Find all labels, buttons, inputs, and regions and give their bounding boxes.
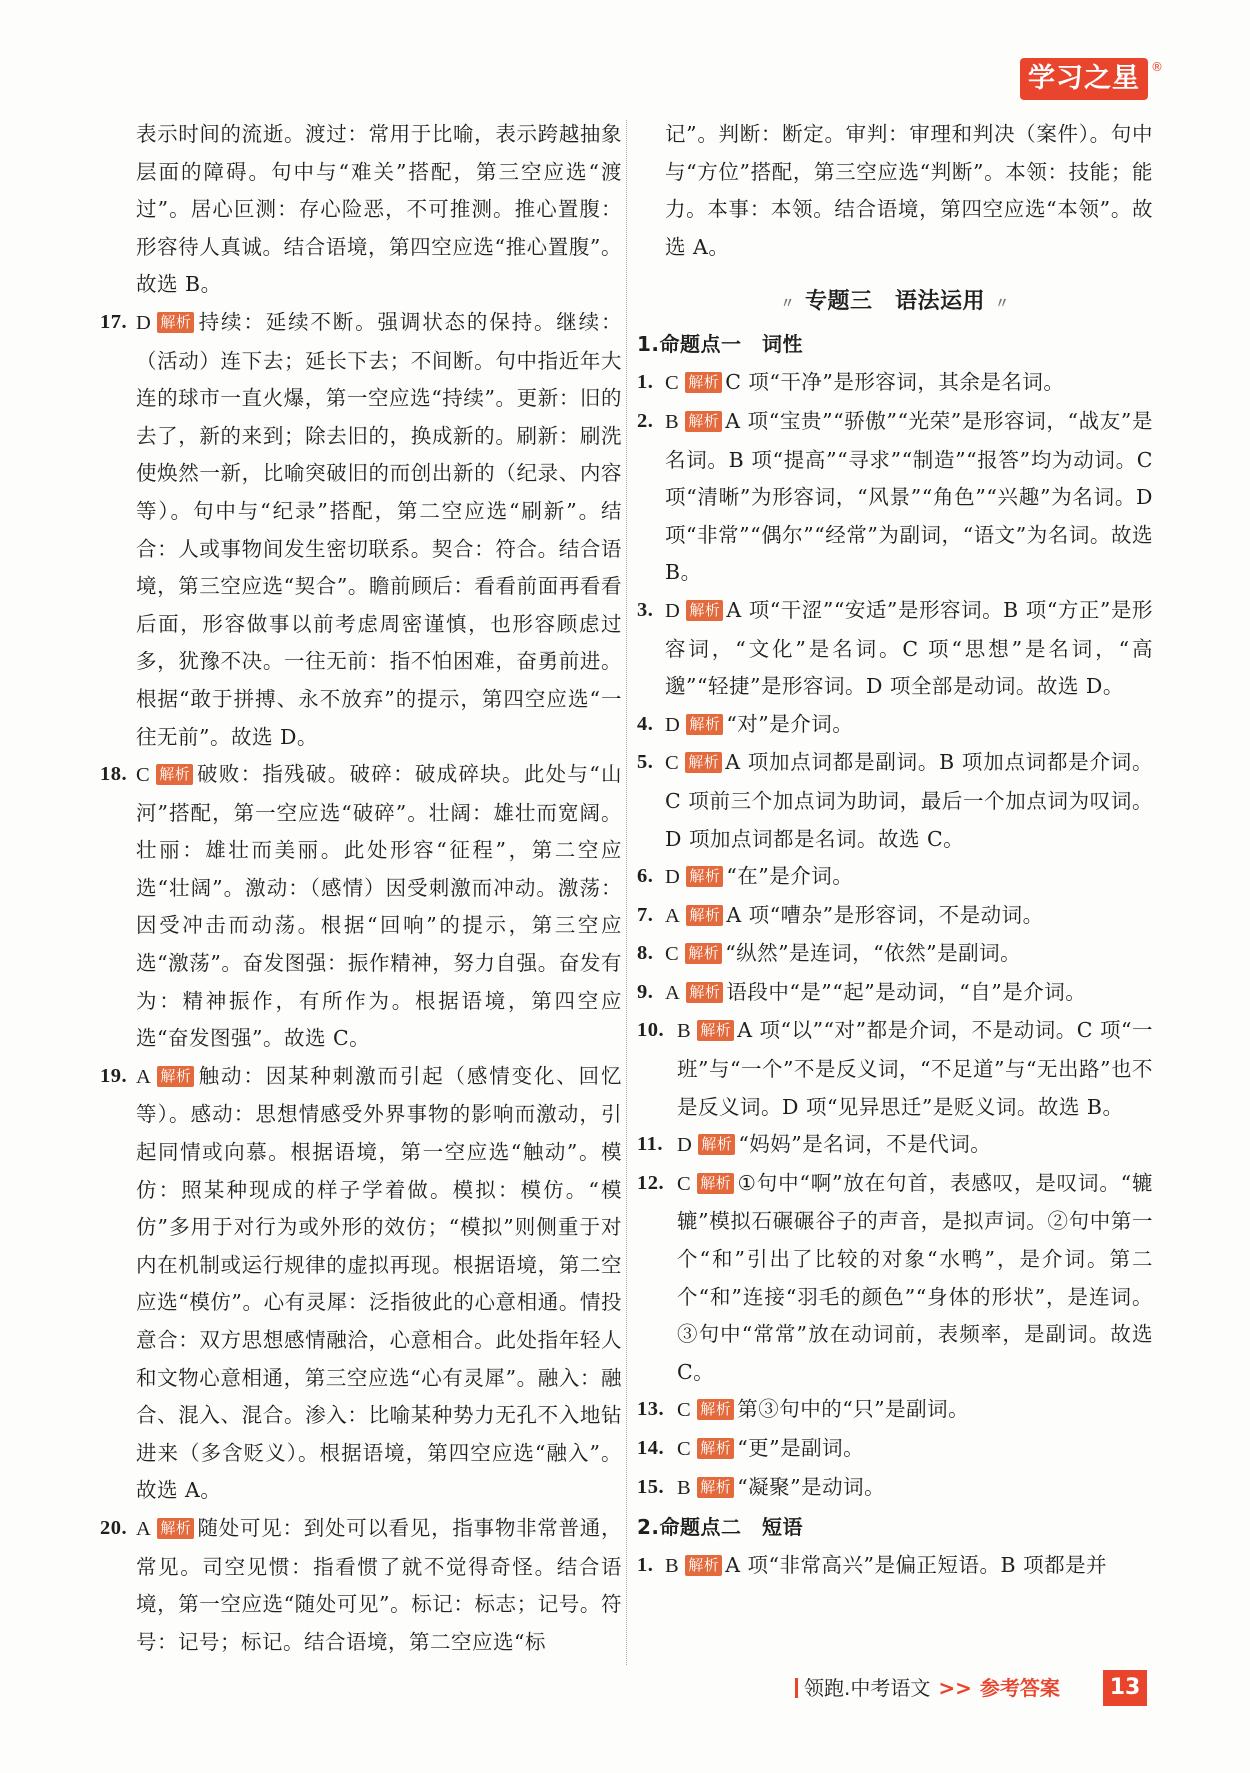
- section-title-text: 专题三 语法运用: [804, 289, 985, 315]
- item-explanation: “更”是副词。: [737, 1436, 865, 1460]
- item-number: 3.: [637, 598, 654, 621]
- item-answer: B: [677, 1020, 692, 1043]
- item-explanation: “纵然”是连词，“依然”是副词。: [725, 941, 1022, 966]
- item-explanation: A 项“非常高兴”是偏正短语。B 项都是并: [725, 1553, 1108, 1578]
- item-number: 8.: [637, 942, 654, 965]
- answer-item: [637, 364, 1153, 403]
- item-answer: C: [665, 372, 680, 395]
- analysis-badge: 解析: [685, 372, 722, 393]
- column-divider: [626, 120, 627, 1665]
- footer: [795, 1671, 1060, 1705]
- analysis-badge: 解析: [157, 1066, 194, 1087]
- answer-item: [637, 403, 1153, 592]
- item-number: 5.: [637, 751, 654, 774]
- subsection-heading: 1.命题点一 词性: [637, 332, 804, 357]
- item-answer: C: [136, 764, 151, 787]
- item-number: 19.: [100, 1064, 128, 1087]
- item-explanation: A 项“宝贵”“骄傲”“光荣”是形容词，“战友”是名词。B 项“提高”“寻求”“制造”“报答”均为动词。C 项“清晰”为形容词，“风景”“角色”“兴趣”为名词。D 项“非常”“偶尔”“经常”为副词，“语文”为名词。故选 B。: [665, 408, 1153, 585]
- item-explanation: 触动：因某种刺激而引起（感情变化、回忆等）。感动：思想情感受外界事物的影响而激动，引起同情或向慕。根据语境，第一空应选“触动”。模仿：照某种现成的样子学着做。模拟：模仿。“模仿”多用于对行为或外形的效仿；“模拟”则侧重于对内在机制或运行规律的虚拟再现。根据语境，第二空应选“模仿”。心有灵犀：泛指彼此的心意相通。情投意合：双方思想感情融洽，心意相合。此处指年轻人和文物心意相通，第三空应选“心有灵犀”。融入：融合、混入、混合。渗入：比喻某种势力无孔不入地钻进来（多含贬义）。根据语境，第四空应选“融入”。故选 A。: [136, 1063, 622, 1503]
- answer-item-18: [100, 756, 622, 1058]
- right-continuation: 记”。判断：断定。审判：审理和判决（案件）。句中与“方位”搭配，第三空应选“判断”。本领：技能；能力。本事：本领。结合语境，第四空应选“本领”。故选 A。: [665, 122, 1153, 259]
- ornament-left: 〃: [780, 296, 795, 313]
- item-number: 12.: [637, 1171, 665, 1194]
- answer-item: [637, 1430, 1153, 1469]
- item-answer: D: [665, 866, 681, 889]
- item-answer: A: [665, 904, 681, 927]
- item-number: 15.: [637, 1475, 665, 1498]
- analysis-badge: 解析: [697, 1438, 734, 1459]
- analysis-badge: 解析: [697, 1173, 734, 1194]
- item-answer: D: [665, 599, 681, 622]
- item-number: 14.: [637, 1437, 665, 1459]
- item-answer: C: [665, 943, 680, 966]
- item-number: 17.: [100, 310, 128, 333]
- item-answer: C: [677, 1172, 692, 1195]
- item-answer: D: [136, 311, 152, 334]
- analysis-badge: 解析: [685, 1555, 722, 1576]
- answer-item: [637, 858, 1153, 897]
- analysis-badge: 解析: [686, 714, 723, 735]
- analysis-badge: 解析: [157, 1518, 194, 1539]
- item-explanation: “在”是介词。: [726, 864, 854, 889]
- item-explanation: “对”是介词。: [726, 711, 854, 736]
- page-number: 13: [1103, 1670, 1147, 1706]
- analysis-badge: 解析: [686, 982, 723, 1003]
- answer-item: [637, 1126, 1153, 1165]
- item-answer: B: [665, 410, 680, 433]
- item-number: 2.: [637, 409, 654, 432]
- answer-item: [637, 1391, 1153, 1430]
- item-number: 11.: [637, 1133, 663, 1156]
- item-answer: D: [665, 713, 681, 736]
- item-explanation: 破败：指残破。破碎：破成碎块。此处与“山河”搭配，第一空应选“破碎”。壮阔：雄壮而宽阔。壮丽：雄壮而美丽。此处形容“征程”，第二空应选“壮阔”。激动：（感情）因受刺激而冲动。激荡：因受冲击而动荡。根据“回响”的提示，第三空应选“激荡”。奋发图强：振作精神，努力自强。奋发有为：精神振作，有所作为。根据语境，第四空应选“奋发图强”。故选 C。: [136, 762, 622, 1051]
- item-explanation: 语段中“是”“起”是动词，“自”是介词。: [726, 979, 1087, 1004]
- brand-logo: 学习之星: [1020, 58, 1148, 100]
- right-items-list: [637, 364, 1153, 1507]
- item-number: 1.: [637, 371, 654, 394]
- item-answer: C: [677, 1399, 692, 1422]
- answer-item: [637, 897, 1153, 936]
- footer-bar: [795, 1678, 798, 1698]
- item-explanation: 持续：延续不断。强调状态的保持。继续：（活动）连下去；延长下去；不间断。句中指近年大连的球市一直火爆，第一空应选“持续”。更新：旧的去了，新的来到；除去旧的，换成新的。刷新：刷洗使焕然一新，比喻突破旧的而创出新的（纪录、内容等）。句中与“纪录”搭配，第二空应选“刷新”。结合：人或事物间发生密切联系。契合：符合。结合语境，第三空应选“契合”。瞻前顾后：看看前面再看看后面，形容做事以前考虑周密谨慎，也形容顾虑过多，犹豫不决。一往无前：指不怕困难，奋勇前进。根据“敢于拼搏、永不放弃”的提示，第四空应选“一往无前”。故选 D。: [136, 309, 622, 749]
- answer-item-17: [100, 304, 622, 756]
- registered-mark: ®: [1151, 60, 1163, 74]
- analysis-badge: 解析: [697, 1020, 734, 1041]
- item-number: 7.: [637, 903, 654, 926]
- item-answer: B: [665, 1555, 680, 1578]
- item-answer: A: [136, 1517, 152, 1540]
- item-explanation: A 项“干涩”“安适”是形容词。B 项“方正”是形容词，“文化”是名词。C 项“思想”是名词，“高邈”“轻捷”是形容词。D 项全部是动词。故选 D。: [665, 597, 1153, 699]
- analysis-badge: 解析: [157, 312, 194, 333]
- item-number: 20.: [100, 1516, 128, 1539]
- subsection-heading: 2.命题点二 短语: [637, 1515, 804, 1540]
- section-title: [637, 282, 1153, 324]
- analysis-badge: 解析: [685, 411, 722, 432]
- answer-item: [637, 1547, 1153, 1586]
- answer-item: [637, 706, 1153, 745]
- right-items2-list: [637, 1547, 1153, 1586]
- answer-item: [637, 1165, 1153, 1392]
- item-number: 18.: [100, 763, 128, 786]
- left-continuation: 表示时间的流逝。渡过：常用于比喻，表示跨越抽象层面的障碍。句中与“难关”搭配，第三空应选“渡过”。居心叵测：存心险恶，不可推测。推心置腹：形容待人真诚。结合语境，第四空应选“推心置腹”。故选 B。: [136, 122, 622, 297]
- item-explanation: “妈妈”是名词，不是代词。: [738, 1132, 992, 1157]
- answer-item-20: [100, 1510, 622, 1661]
- item-number: 10.: [637, 1019, 665, 1042]
- analysis-badge: 解析: [697, 1399, 734, 1420]
- footer-ref: 参考答案: [979, 1676, 1060, 1700]
- analysis-badge: 解析: [686, 600, 723, 621]
- item-explanation: A 项加点词都是副词。B 项加点词都是介词。C 项前三个加点词为助词，最后一个加点词为叹词。D 项加点词都是名词。故选 C。: [665, 750, 1153, 851]
- answer-item: [637, 744, 1153, 858]
- answer-item: [637, 935, 1153, 974]
- answer-item: [637, 974, 1153, 1013]
- analysis-badge: 解析: [685, 943, 722, 964]
- analysis-badge: 解析: [686, 905, 723, 926]
- item-number: 4.: [637, 712, 654, 735]
- item-number: 13.: [637, 1398, 665, 1421]
- item-explanation: ①句中“啊”放在句首，表感叹，是叹词。“辘辘”模拟石碾碾谷子的声音，是拟声词。②句中第一个“和”引出了比较的对象“水鸭”，是介词。第二个“和”连接“羽毛的颜色”“身体的形状”，是连词。③句中“常常”放在动词前，表频率，是副词。故选 C。: [677, 1170, 1153, 1384]
- analysis-badge: 解析: [686, 866, 723, 887]
- answer-item: [637, 592, 1153, 706]
- item-number: 1.: [637, 1554, 654, 1577]
- analysis-badge: 解析: [698, 1134, 735, 1155]
- analysis-badge: 解析: [156, 764, 193, 785]
- analysis-badge: 解析: [685, 752, 722, 773]
- answer-item-19: [100, 1058, 622, 1510]
- item-explanation: C 项“干净”是形容词，其余是名词。: [725, 370, 1065, 395]
- answer-item: [637, 1469, 1153, 1508]
- item-explanation: 第③句中的“只”是副词。: [737, 1397, 970, 1422]
- item-number: 9.: [637, 980, 654, 1003]
- left-column: [100, 116, 622, 1661]
- ornament-right: 〃: [995, 296, 1010, 313]
- item-explanation: A 项“嘈杂”是形容词，不是动词。: [726, 902, 1044, 927]
- footer-arrow: >>: [938, 1676, 972, 1700]
- item-answer: C: [677, 1438, 692, 1460]
- item-answer: D: [677, 1134, 693, 1157]
- answer-item: [637, 1012, 1153, 1126]
- item-answer: A: [665, 981, 681, 1004]
- item-number: 6.: [637, 865, 654, 888]
- right-column: [637, 116, 1153, 1586]
- item-answer: C: [665, 752, 680, 775]
- footer-book-title: 领跑.中考语文: [804, 1676, 931, 1700]
- item-answer: A: [136, 1065, 152, 1088]
- item-explanation: “凝聚”是动词。: [737, 1474, 886, 1499]
- item-explanation: A 项“以”“对”都是介词，不是动词。C 项“一班”与“一个”不是反义词，“不足道”与“无出路”也不是反义词。D 项“见异思迁”是贬义词。故选 B。: [677, 1018, 1153, 1119]
- item-answer: B: [677, 1476, 692, 1499]
- analysis-badge: 解析: [697, 1477, 734, 1498]
- item-explanation: 随处可见：到处可以看见，指事物非常普通，常见。司空见惯：指看惯了就不觉得奇怪。结合语境，第一空应选“随处可见”。标记：标志；记号。符号：记号；标记。结合语境，第二空应选“标: [136, 1515, 622, 1654]
